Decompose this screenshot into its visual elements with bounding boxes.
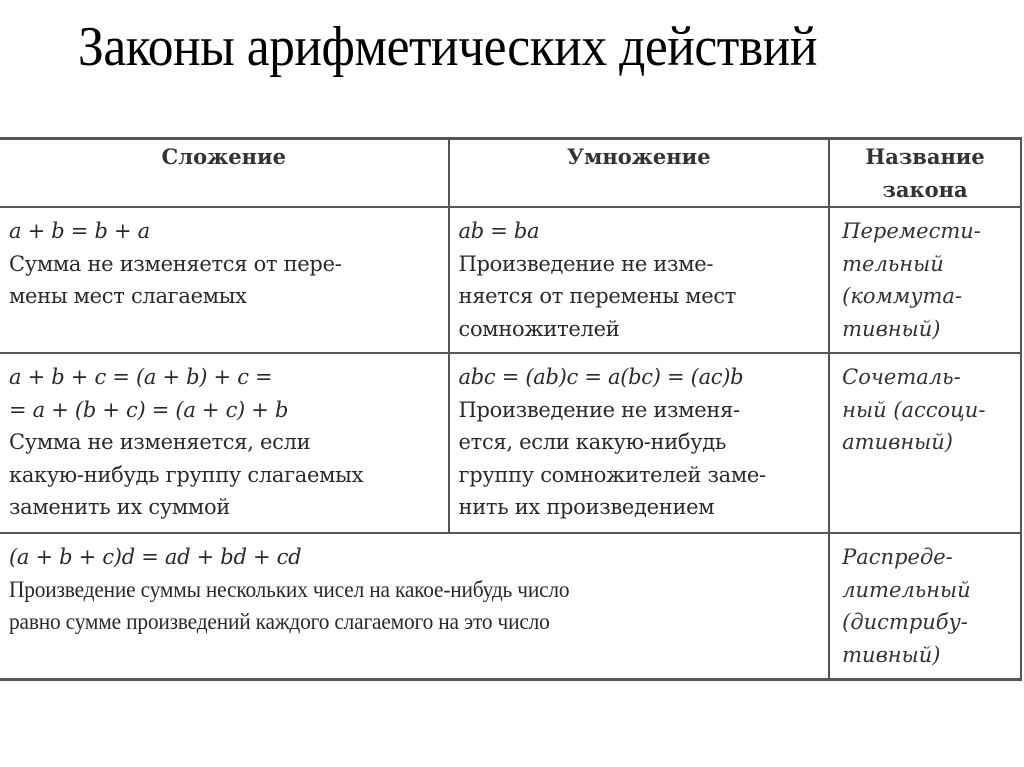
table-row-distributive [0,533,1021,680]
cell-multiplication [449,353,830,533]
table-row-associative [0,353,1021,533]
cell-law-name [829,533,1021,680]
header-law-name-line: закона [882,177,968,202]
table-row-commutative [0,207,1021,353]
description-line: няется от перемены мест [458,284,737,308]
formula: a + b = b + a [9,219,150,243]
cell-addition [0,353,449,533]
header-law-name [829,139,1021,208]
description-line: Произведение не изме- [458,251,714,276]
description-line: Произведение не изменя- [458,397,740,422]
description [9,574,820,639]
law-name-line: Распреде- [842,545,953,569]
description-line: сомножителей [458,316,620,341]
law-name-line: тивный) [842,316,941,341]
law-name-line: ативный) [842,430,953,454]
description-line: Произведение суммы нескольких чисел на какое-нибудь число [9,576,570,602]
description [9,426,440,524]
description [459,394,821,524]
law-name-line: лительный [842,577,971,602]
header-multiplication [449,139,830,208]
description-line: какую-нибудь группу слагаемых [9,462,364,487]
law-name-line: (дистрибу- [842,610,968,634]
description-line: равно сумме произведений каждого слагаемого на это число [9,609,550,634]
description [9,248,440,313]
cell-addition [0,207,449,353]
description-line: Сумма не изменяется от пере- [9,251,342,276]
header-law-name-line: Название [865,144,985,169]
formula: abc = (ab)c = a(bc) = (ac)b [458,365,744,389]
law-name-line: тивный) [842,642,941,667]
description-line: группу сомножителей заме- [458,462,766,487]
law-name-line: тельный [842,251,944,276]
table-header-row [0,139,1021,208]
slide-title: Законы арифметических действий [78,16,817,78]
formula: = a + (b + c) = (a + c) + b [9,397,289,422]
cell-law-name [829,353,1021,533]
cell-merged-formula [0,533,829,680]
description [459,248,821,346]
description-line: заменить их суммой [9,495,230,519]
formula: ab = ba [458,219,540,243]
header-addition-label: Сложение [161,144,286,169]
law-name-line: ный (ассоци- [842,397,986,422]
law-name-line: Перемести- [842,219,981,243]
description-line: ется, если какую-нибудь [458,430,727,454]
formula: (a + b + c)d = ad + bd + cd [9,545,302,569]
arithmetic-laws-table [0,137,1022,681]
description-line: нить их произведением [458,495,715,519]
law-name-line: Сочеталь- [842,365,961,389]
formula: a + b + c = (a + b) + c = [9,365,273,389]
cell-law-name [829,207,1021,353]
header-multiplication-label: Умножение [567,144,711,169]
law-name-line: (коммута- [842,284,963,308]
description-line: Сумма не изменяется, если [9,430,311,454]
description-line: мены мест слагаемых [9,284,247,308]
header-addition [0,139,449,208]
cell-multiplication [449,207,830,353]
